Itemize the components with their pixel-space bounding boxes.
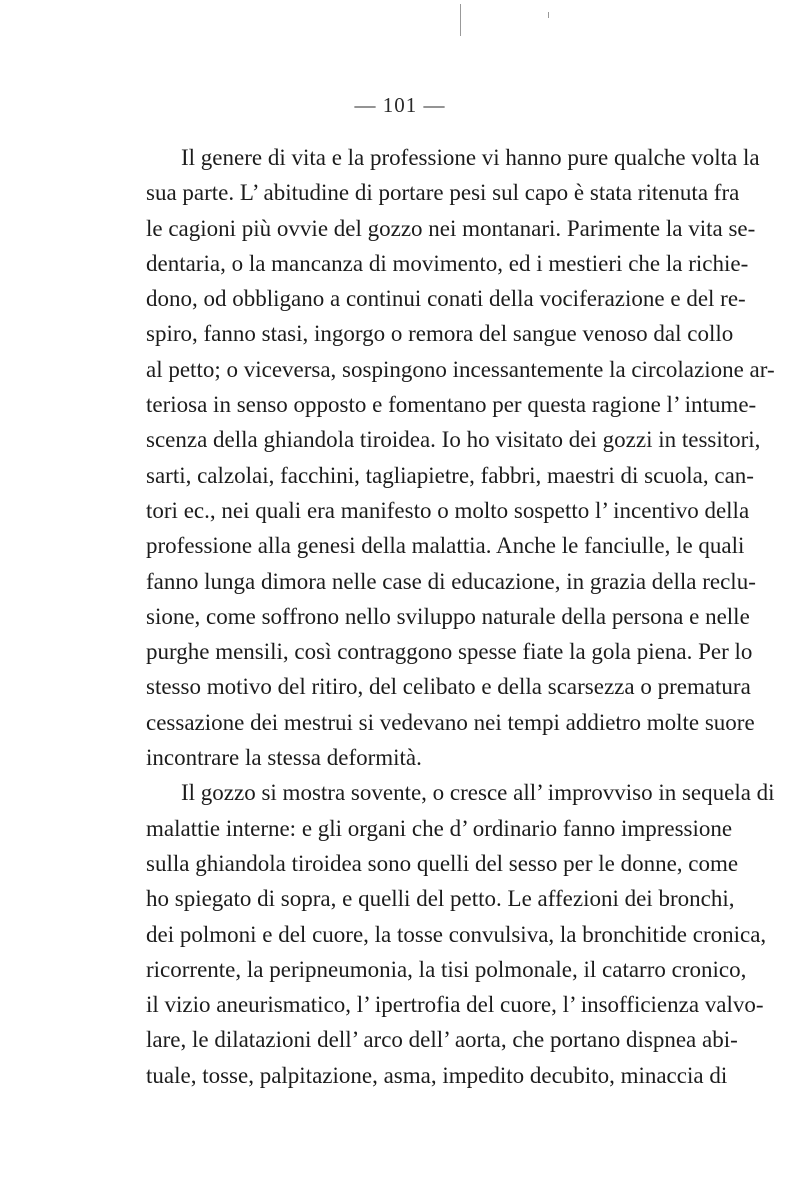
text-line: teriosa in senso opposto e fomentano per questa ragione l’ intume- — [146, 392, 757, 418]
paragraph-1 — [146, 140, 775, 775]
text-line: sua parte. L’ abitudine di portare pesi sul capo è stata ritenuta fra — [146, 180, 740, 206]
text-line: dei polmoni e del cuore, la tosse convulsiva, la bronchitide cronica, — [146, 921, 767, 947]
text-line: sulla ghiandola tiroidea sono quelli del sesso per le donne, come — [146, 850, 739, 876]
text-line: tuale, tosse, palpitazione, asma, impedito decubito, minaccia di — [146, 1062, 728, 1088]
text-line: dentaria, o la mancanza di movimento, ed i mestieri che la richie- — [146, 250, 749, 276]
text-line: tori ec., nei quali era manifesto o molto sospetto l’ incentivo della — [146, 497, 750, 523]
text-line: malattie interne: e gli organi che d’ ordinario fanno impressione — [146, 815, 733, 841]
paragraph-2 — [146, 775, 775, 1093]
scan-margin-mark — [460, 4, 461, 36]
text-line: sarti, calzolai, facchini, tagliapietre, fabbri, maestri di scuola, can- — [146, 462, 754, 488]
body-text — [146, 140, 775, 1093]
text-line: spiro, fanno stasi, ingorgo o remora del sangue venoso dal collo — [146, 321, 734, 347]
text-line: le cagioni più ovvie del gozzo nei montanari. Parimente la vita se- — [146, 215, 756, 241]
text-line: stesso motivo del ritiro, del celibato e della scarsezza o prematura — [146, 674, 751, 700]
text-line: dono, od obbligano a continui conati della vociferazione e del re- — [146, 286, 746, 312]
text-line: incontrare la stessa deformità. — [146, 745, 422, 771]
text-line: ho spiegato di sopra, e quelli del petto. Le affezioni dei bronchi, — [146, 886, 735, 912]
text-line: sione, come soffrono nello sviluppo naturale della persona e nelle — [146, 603, 750, 629]
text-line: Il gozzo si mostra sovente, o cresce all’ improvviso in sequela di — [181, 780, 775, 806]
text-line: ricorrente, la peripneumonia, la tisi polmonale, il catarro cronico, — [146, 956, 747, 982]
text-line: il vizio aneurismatico, l’ ipertrofia del cuore, l’ insofficienza valvo- — [146, 992, 764, 1018]
text-line: scenza della ghiandola tiroidea. Io ho visitato dei gozzi in tessitori, — [146, 427, 761, 453]
page-number: — 101 — — [354, 93, 446, 117]
text-line: purghe mensili, così contraggono spesse fiate la gola piena. Per lo — [146, 639, 753, 665]
text-line: al petto; o viceversa, sospingono incessantemente la circolazione ar- — [146, 356, 775, 382]
text-line: fanno lunga dimora nelle case di educazione, in grazia della reclu- — [146, 568, 756, 594]
scan-margin-mark-2 — [548, 12, 549, 18]
text-line: cessazione dei mestrui si vedevano nei tempi addietro molte suore — [146, 709, 755, 735]
text-line: Il genere di vita e la professione vi hanno pure qualche volta la — [181, 145, 760, 170]
text-line: professione alla genesi della malattia. Anche le fanciulle, le quali — [146, 533, 745, 559]
text-line: lare, le dilatazioni dell’ arco dell’ aorta, che portano dispnea abi- — [146, 1027, 738, 1053]
